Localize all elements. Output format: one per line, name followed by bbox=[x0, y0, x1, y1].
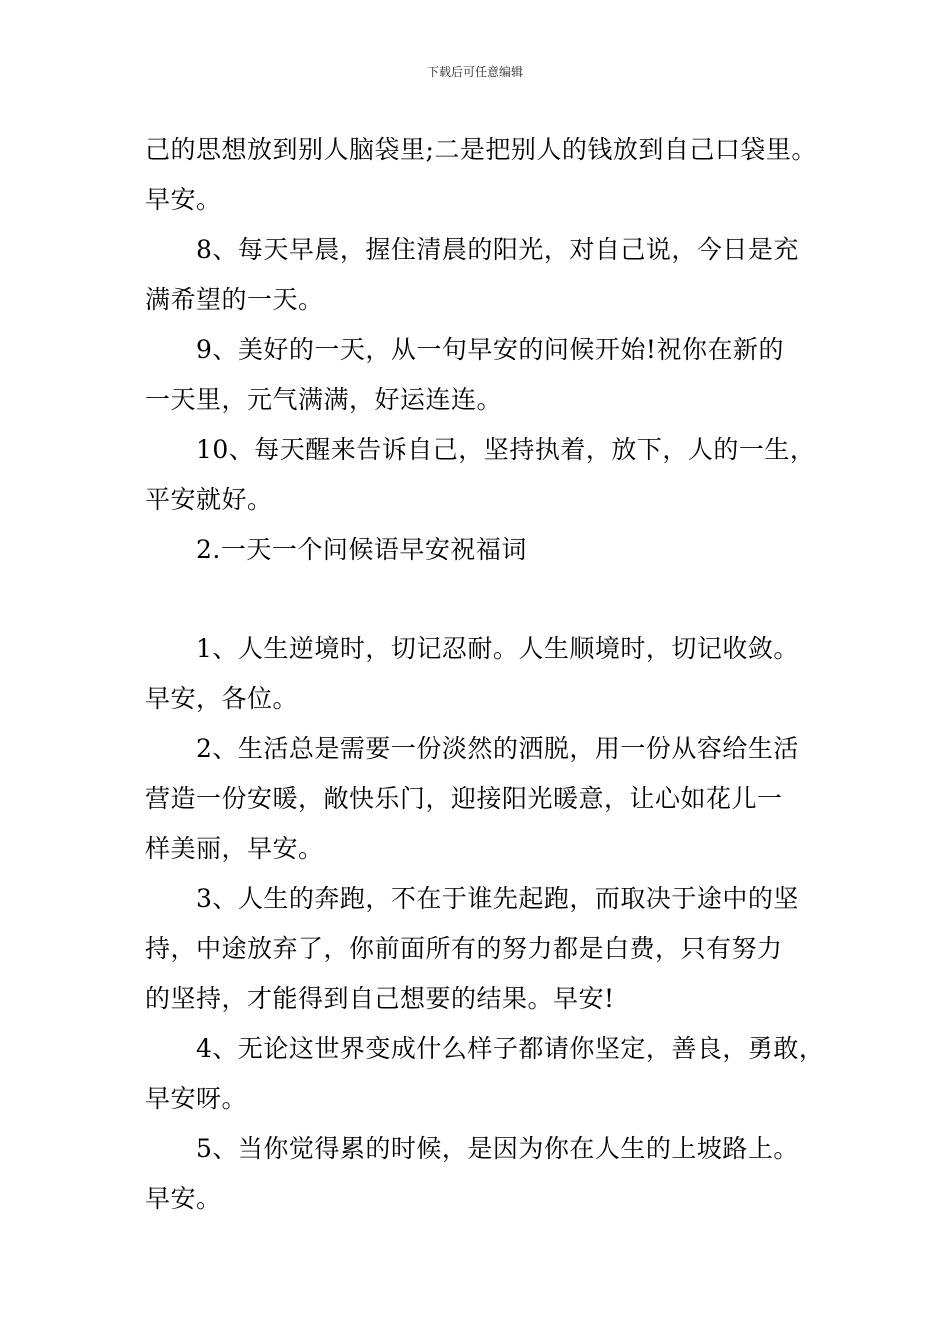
text-line: 的坚持，才能得到自己想要的结果。早安! bbox=[145, 984, 615, 1013]
text-line: 样美丽，早安。 bbox=[145, 834, 324, 863]
text-line: 满希望的一天。 bbox=[145, 285, 324, 314]
text-line: 持，中途放弃了，你前面所有的努力都是白费，只有努力 bbox=[145, 934, 783, 963]
text-line: 1、人生逆境时，切记忍耐。人生顺境时，切记收敛。 bbox=[196, 634, 799, 663]
text-line: 9、美好的一天，从一句早安的问候开始!祝你在新的 bbox=[196, 335, 784, 364]
text-line: 2、生活总是需要一份淡然的洒脱，用一份从容给生活 bbox=[196, 734, 799, 763]
text-line: 10、每天醒来告诉自己，坚持执着，放下，人的一生， bbox=[196, 435, 816, 464]
text-line: 平安就好。 bbox=[145, 485, 273, 514]
text-line: 8、每天早晨，握住清晨的阳光，对自己说，今日是充 bbox=[196, 235, 799, 264]
text-line: 己的思想放到别人脑袋里;二是把别人的钱放到自己口袋里。 bbox=[145, 135, 817, 164]
text-line: 5、当你觉得累的时候，是因为你在人生的上坡路上。 bbox=[196, 1134, 799, 1163]
text-line: 早安呀。 bbox=[145, 1084, 248, 1113]
section-heading: 2.一天一个问候语早安祝福词 bbox=[196, 535, 527, 564]
text-line: 4、无论这世界变成什么样子都请你坚定，善良，勇敢， bbox=[196, 1034, 825, 1063]
text-line: 早安。 bbox=[145, 185, 222, 214]
text-line: 早安。 bbox=[145, 1184, 222, 1213]
text-line: 一天里，元气满满，好运连连。 bbox=[145, 385, 503, 414]
text-line: 早安，各位。 bbox=[145, 684, 299, 713]
text-line: 3、人生的奔跑，不在于谁先起跑，而取决于途中的坚 bbox=[196, 884, 799, 913]
text-line: 营造一份安暖，敞快乐门，迎接阳光暖意，让心如花儿一 bbox=[145, 784, 783, 813]
page-header-note: 下载后可任意编辑 bbox=[426, 65, 523, 79]
